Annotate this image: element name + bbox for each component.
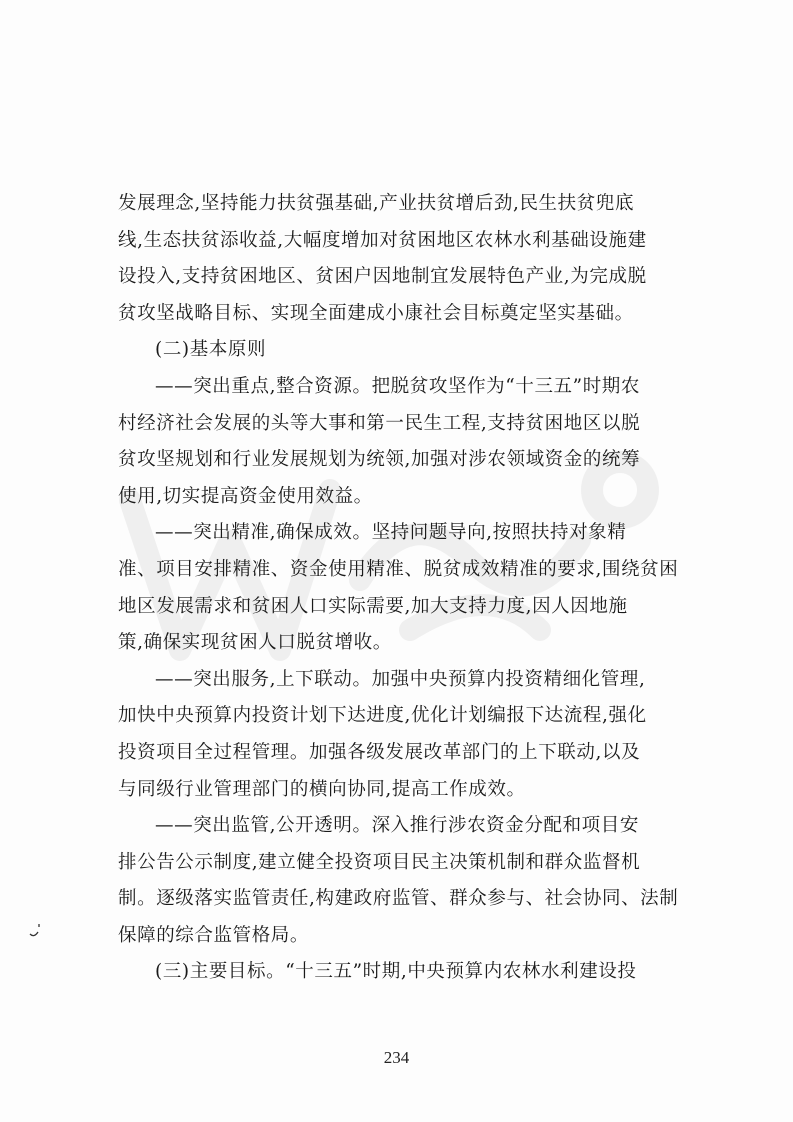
text-line-15: 加快中央预算内投资计划下达进度,优化计划编报下达流程,强化	[118, 705, 647, 727]
text-line-13: 策,确保实现贫困人口脱贫增收。	[118, 632, 392, 654]
text-line-9: 使用,切实提高资金使用效益。	[118, 485, 373, 507]
text-line-20: 制。逐级落实监管责任,构建政府监管、群众参与、社会协同、法制	[118, 888, 679, 910]
body-text	[118, 186, 686, 991]
section-heading-main-goals: (三)主要目标。“十三五”时期,中央预算内农林水利建设投	[155, 961, 637, 983]
text-line-3: 设投入,支持贫困地区、贫困户因地制宜发展特色产业,为完成脱	[118, 266, 647, 288]
text-line-17: 与同级行业管理部门的横向协同,提高工作成效。	[118, 778, 526, 800]
text-line-4: 贫攻坚战略目标、实现全面建成小康社会目标奠定坚实基础。	[118, 302, 634, 324]
text-line-14: ——突出服务,上下联动。加强中央预算内投资精细化管理,	[155, 668, 646, 690]
text-line-8: 贫攻坚规划和行业发展规划为统领,加强对涉农领域资金的统筹	[118, 449, 641, 471]
scan-artifact-mark	[28, 920, 42, 940]
text-line-21: 保障的综合监管格局。	[118, 924, 310, 946]
text-line-18: ——突出监管,公开透明。深入推行涉农资金分配和项目安	[155, 815, 639, 837]
text-line-1: 发展理念,坚持能力扶贫强基础,产业扶贫增后劲,民生扶贫兜底	[118, 193, 635, 214]
text-line-2: 线,生态扶贫添收益,大幅度增加对贫困地区农林水利基础设施建	[118, 229, 647, 251]
page-number: 234	[383, 1048, 410, 1067]
text-line-12: 地区发展需求和贫困人口实际需要,加大支持力度,因人因地施	[118, 595, 628, 617]
section-heading-basic-principles: (二)基本原则	[155, 339, 267, 361]
text-line-11: 准、项目安排精准、资金使用精准、脱贫成效精准的要求,围绕贫困	[118, 558, 679, 580]
text-line-10: ——突出精准,确保成效。坚持问题导向,按照扶持对象精	[155, 522, 627, 544]
text-line-16: 投资项目全过程管理。加强各级发展改革部门的上下联动,以及	[118, 741, 641, 763]
text-line-6: ——突出重点,整合资源。把脱贫攻坚作为“十三五”时期农	[155, 375, 640, 397]
text-line-7: 村经济社会发展的头等大事和第一民生工程,支持贫困地区以脱	[118, 412, 641, 434]
text-line-19: 排公告公示制度,建立健全投资项目民主决策机制和群众监督机	[118, 851, 641, 873]
